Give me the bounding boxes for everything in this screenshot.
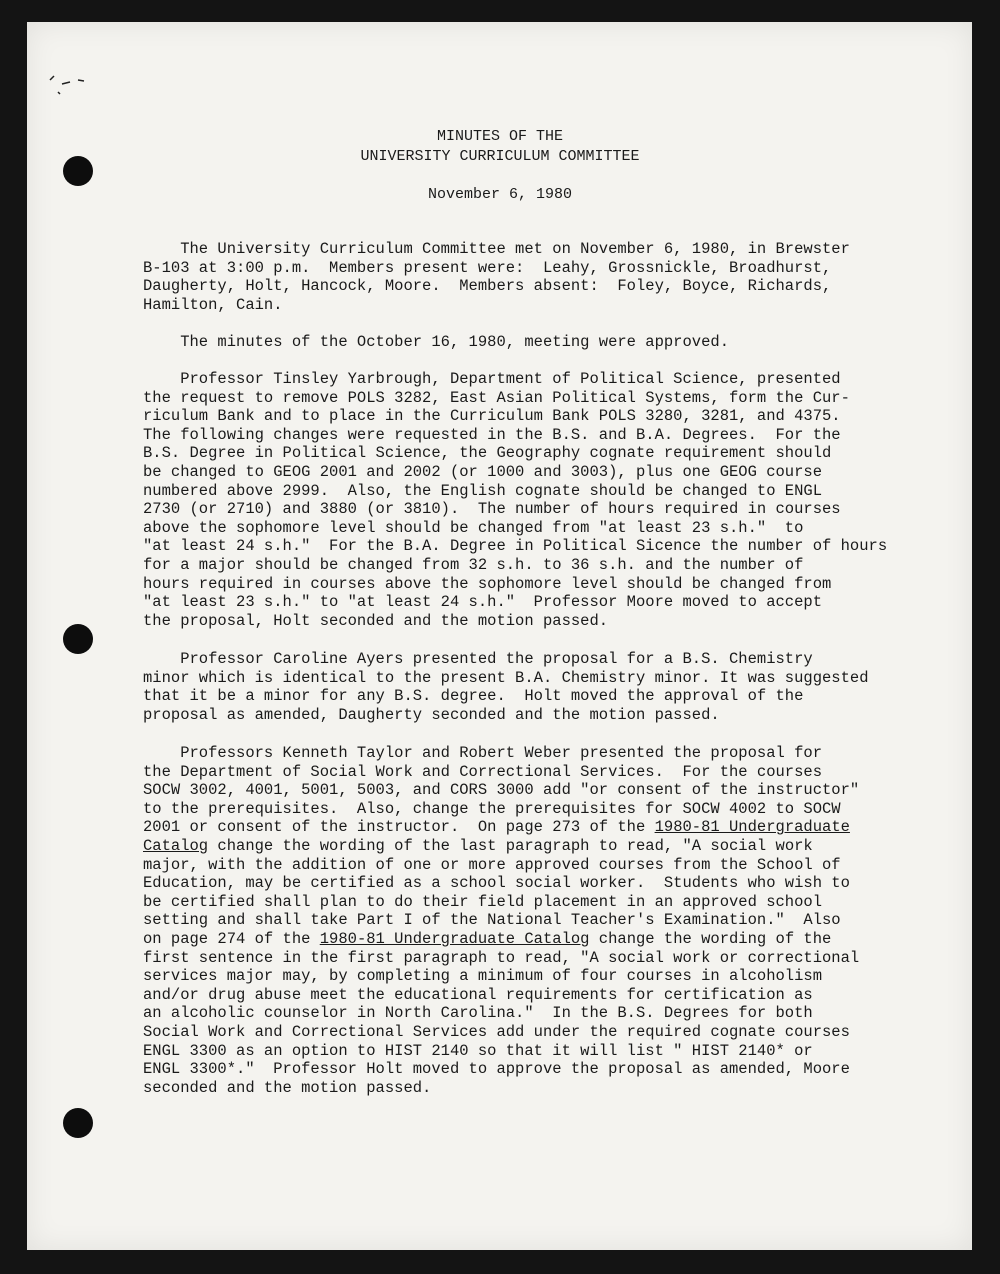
paragraph-political-science: Professor Tinsley Yarbrough, Department of Political Science, presented the request to remove POLS 3282, East Asian Political Systems, form the Cur- riculum Bank and to place in the Curriculum Bank POLS 3280, 3281, and 4375. The following changes were requested in the B.S. and B.A. Degrees. For the B.S. Degree in Political Science, the Geography cognate requirement should be changed to GEOG 2001 and 2002 (or 1000 and 3003), plus one GEOG course numbered above 2999. Also, the English cognate should be changed to ENGL 2730 (or 2710) and 3880 (or 3810). The number of hours required in courses above the sophomore level should be changed from "at least 23 s.h." to "at least 24 s.h." For the B.A. Degree in Political Sicence the number of hours for a major should be changed from 32 s.h. to 36 s.h. and the number of hours required in courses above the sophomore level should be changed from "at least 23 s.h." to "at least 24 s.h." Professor Moore moved to accept the proposal, Holt seconded and the motion passed. [143,370,888,630]
title-line-1: MINUTES OF THE [436,128,564,145]
paragraph-minutes-approved: The minutes of the October 16, 1980, meeting were approved. [143,333,729,351]
catalog-title-underlined-1: 1980-81 Undergraduate Catalog [143,818,850,855]
punch-hole-middle [63,624,93,654]
catalog-title-underlined-2: 1980-81 Undergraduate Catalog [319,929,590,948]
paragraph-attendance: The University Curriculum Committee met on November 6, 1980, in Brewster B-103 at 3:00 p.m. Members present were: Leahy, Grossnickle, Broadhurst, Daugherty, Holt, Hancock, Moore. Members absent: Foley, Boyce, Richards, Hamilton, Cain. [143,240,850,314]
social-work-text-part3: change the wording of the first sentence in the first paragraph to read, "A social work or correctional services major may, by completing a minimum of four courses in alcoholism and/or drug abuse meet the educational requirements for certification as an alcoholic counselor in North Carolina." In the B.S. Degrees for both Social Work and Correctional Services add under the required cognate courses ENGL 3300 as an option to HIST 2140 so that it will list " HIST 2140* or ENGL 3300*." Professor Holt moved to approve the proposal as amended, Moore seconded and the motion passed. [143,929,860,1097]
meeting-date: November 6, 1980 [427,186,573,203]
title-line-2: UNIVERSITY CURRICULUM COMMITTEE [360,148,640,165]
paragraph-chemistry-minor: Professor Caroline Ayers presented the proposal for a B.S. Chemistry minor which is identical to the present B.A. Chemistry minor. It was suggested that it be a minor for any B.S. degree. Holt moved the approval of the proposal as amended, Daugherty seconded and the motion passed. [143,650,869,724]
punch-hole-bottom [63,1108,93,1138]
paragraph-social-work [143,744,903,1097]
social-work-text-part1: Professors Kenneth Taylor and Robert Weber presented the proposal for the Department of Social Work and Correctional Services. For the courses SOCW 3002, 4001, 5001, 5003, and CORS 3000 add "or consent of the instructor" to the prerequisites. Also, change the prerequisites for SOCW 4002 to SOCW 2001 or consent of the instructor. On page 273 of the [143,744,860,837]
social-work-text-part2: change the wording of the last paragraph to read, "A social work major, with the addition of one or more approved courses from the School of Education, may be certified as a school social worker. Students who wish to be certified shall plan to do their field placement in an approved school setting and shall take Part I of the National Teacher's Examination." Also on page 274 of the [143,836,850,948]
pencil-marks [48,70,138,105]
